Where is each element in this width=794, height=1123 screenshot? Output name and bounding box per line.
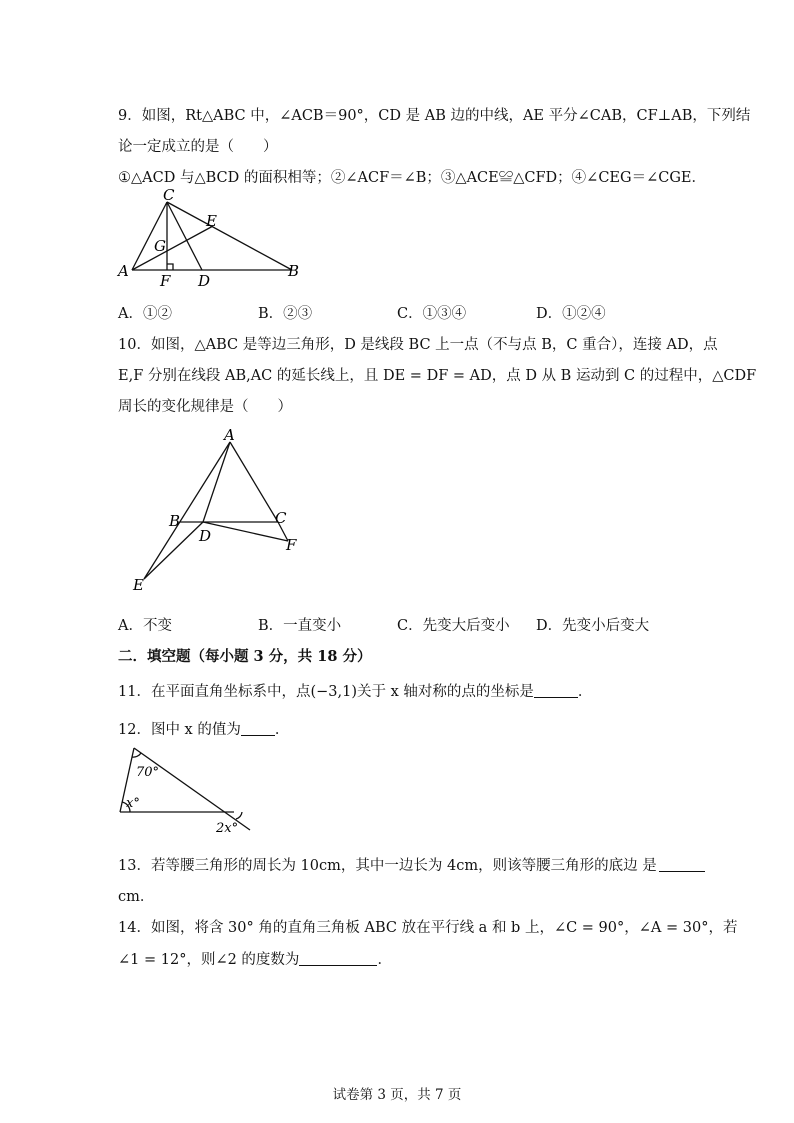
q12-label-x: x° [126,796,140,811]
q13-text: 13．若等腰三角形的周长为 10cm，其中一边长为 4cm，则该等腰三角形的底边 是 [118,858,657,874]
q10-label-a: A [224,426,235,444]
q13-line2: cm． [118,889,155,905]
q12-end: ． [274,722,290,738]
q12-answer-blank[interactable] [241,721,275,736]
q10-seg-ad [203,442,230,522]
q12-arc-right [236,812,242,819]
q12-label-70: 70° [136,765,160,780]
q12-line [118,718,289,739]
section-2-title: 二．填空题（每小题 3 分，共 18 分） [118,648,372,665]
q11-end: ． [577,684,593,700]
q9-stem-line2: 论一定成立的是（ ） [118,139,278,155]
q12-text: 12．图中 x 的值为 [118,722,241,738]
q9-label-d: D [198,272,211,290]
q9-seg-cb [167,202,292,270]
q9-label-c: C [163,188,175,204]
q9-figure [112,188,312,290]
q14-line1: 14．如图，将含 30° 角的直角三角板 ABC 放在平行线 a 和 b 上，∠C = 90°，∠A = 30°，若 [118,920,738,936]
q14-text: ∠1 = 12°，则∠2 的度数为 [118,952,300,968]
q10-option-c[interactable]: C．先变大后变小 [397,618,510,634]
q10-seg-de [144,522,203,579]
q10-label-c: C [275,509,287,527]
q10-seg-ab-ext [144,442,230,579]
q13-answer-blank[interactable] [659,857,705,872]
q14-end: ． [377,952,392,968]
q10-label-f: F [286,536,297,554]
q9-option-a[interactable]: A．①② [118,306,172,322]
q9-label-f: F [160,272,171,290]
q10-label-d: D [199,527,212,545]
q11-answer-blank[interactable] [534,683,578,698]
q9-right-angle-mark [167,264,173,270]
q9-stem-line1: 9．如图，Rt△ABC 中，∠ACB＝90°，CD 是 AB 边的中线，AE 平分∠CAB，CF⊥AB，下列结 [118,108,751,124]
q10-option-b[interactable]: B．一直变小 [258,618,342,634]
q9-label-b: B [288,262,300,280]
q12-figure [114,744,258,836]
q11-text: 11．在平面直角坐标系中，点(−3,1)关于 x 轴对称的点的坐标是 [118,684,534,700]
q9-statements: ①△ACD 与△BCD 的面积相等；②∠ACF＝∠B；③△ACE≌△CFD；④∠CEG＝∠CGE． [118,170,706,186]
q10-stem-line3: 周长的变化规律是（ ） [118,399,292,415]
q10-option-d[interactable]: D．先变小后变大 [536,618,650,634]
q12-side-hypotenuse [134,748,250,830]
q12-label-2x: 2x° [216,821,239,836]
q9-label-g: G [154,237,166,255]
page-footer: 试卷第 3 页，共 7 页 [332,1087,462,1103]
q9-option-d[interactable]: D．①②④ [536,306,606,322]
q10-option-a[interactable]: A．不变 [118,618,172,634]
q10-seg-ac [230,442,278,522]
q10-label-b: B [169,512,181,530]
q9-label-a: A [118,262,129,280]
q9-option-b[interactable]: B．②③ [258,306,313,322]
q9-option-c[interactable]: C．①③④ [397,306,467,322]
q9-label-e: E [206,212,217,230]
q14-answer-blank[interactable] [299,951,377,966]
q10-label-e: E [133,576,144,594]
q10-stem-line2: E,F 分别在线段 AB,AC 的延长线上，且 DE = DF = AD，点 D 从 B 运动到 C 的过程中，△CDF [118,368,757,384]
q14-line2 [118,948,392,969]
q13-line1 [118,854,705,875]
q11-line [118,680,592,701]
q10-figure [128,425,318,595]
q10-stem-line1: 10．如图，△ABC 是等边三角形，D 是线段 BC 上一点（不与点 B，C 重合），连接 AD，点 [118,337,718,353]
